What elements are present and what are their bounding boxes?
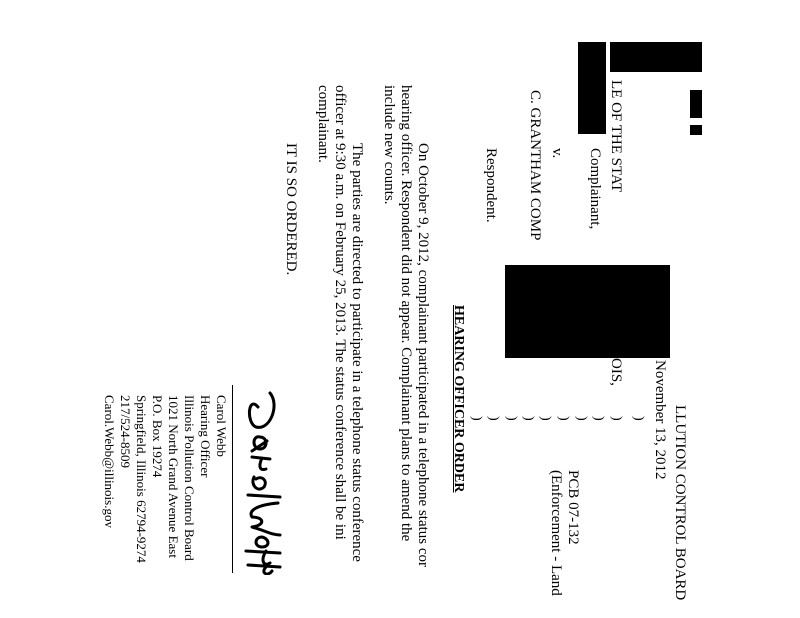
caption-paren: ) (521, 416, 536, 421)
defendant-name: C. GRANTHAM COMP (527, 90, 543, 241)
caption-paren: ) (538, 416, 553, 421)
para2-line: The parties are directed to participate in a telephone status conference (349, 143, 365, 562)
seal-redaction (690, 90, 702, 118)
plaintiff-name-tail: OIS, (608, 358, 624, 386)
para2-line: officer at 9:30 a.m. on February 25, 2013. The status conference shall be ini (332, 85, 348, 540)
para1-line: hearing officer. Respondent did not appear. Complainant plans to amend the (398, 85, 414, 542)
signer-pobox: P.O. Box 19274 (150, 395, 165, 478)
caption-paren: ) (631, 416, 646, 421)
redaction-block (505, 265, 550, 358)
para2-line: complainant. (315, 85, 331, 163)
case-number: PCB 07-132 (565, 470, 581, 545)
signer-street: 1021 North Grand Avenue East (166, 395, 181, 558)
signer-phone: 217/524-8509 (118, 395, 133, 468)
seal-redaction (690, 125, 702, 135)
signer-city: Springfield, Illinois 62794-9274 (134, 395, 149, 563)
caption-paren: ) (609, 416, 624, 421)
respondent-label: Respondent. (483, 148, 499, 223)
plaintiff-name: LE OF THE STAT (608, 80, 624, 193)
redaction-block (545, 265, 670, 358)
signature-line (232, 385, 233, 573)
signer-title: Hearing Officer (198, 395, 213, 478)
caption-paren: ) (574, 416, 589, 421)
board-name: LLUTION CONTROL BOARD (672, 405, 688, 601)
caption-paren: ) (556, 416, 571, 421)
seal-redaction (610, 42, 702, 72)
case-type: (Enforcement - Land (548, 470, 564, 596)
para1-line: include new counts. (381, 85, 397, 205)
caption-paren: ) (469, 416, 484, 421)
signer-name: Carol Webb (214, 395, 229, 457)
signer-agency: Illinois Pollution Control Board (182, 395, 197, 561)
complainant-label: Complainant, (587, 148, 603, 230)
versus-label: v. (549, 148, 565, 159)
signature-image (240, 385, 295, 575)
seal-redaction (578, 42, 606, 134)
so-ordered: IT IS SO ORDERED. (283, 143, 299, 276)
order-date: November 13, 2012 (652, 360, 668, 480)
para1-line: On October 9, 2012, complainant participated in a telephone status cor (415, 143, 431, 568)
order-title: HEARING OFFICER ORDER (451, 305, 466, 493)
signer-email: Carol.Webb@illinois.gov (102, 395, 117, 528)
caption-paren: ) (504, 416, 519, 421)
caption-paren: ) (591, 416, 606, 421)
caption-paren: ) (486, 416, 501, 421)
